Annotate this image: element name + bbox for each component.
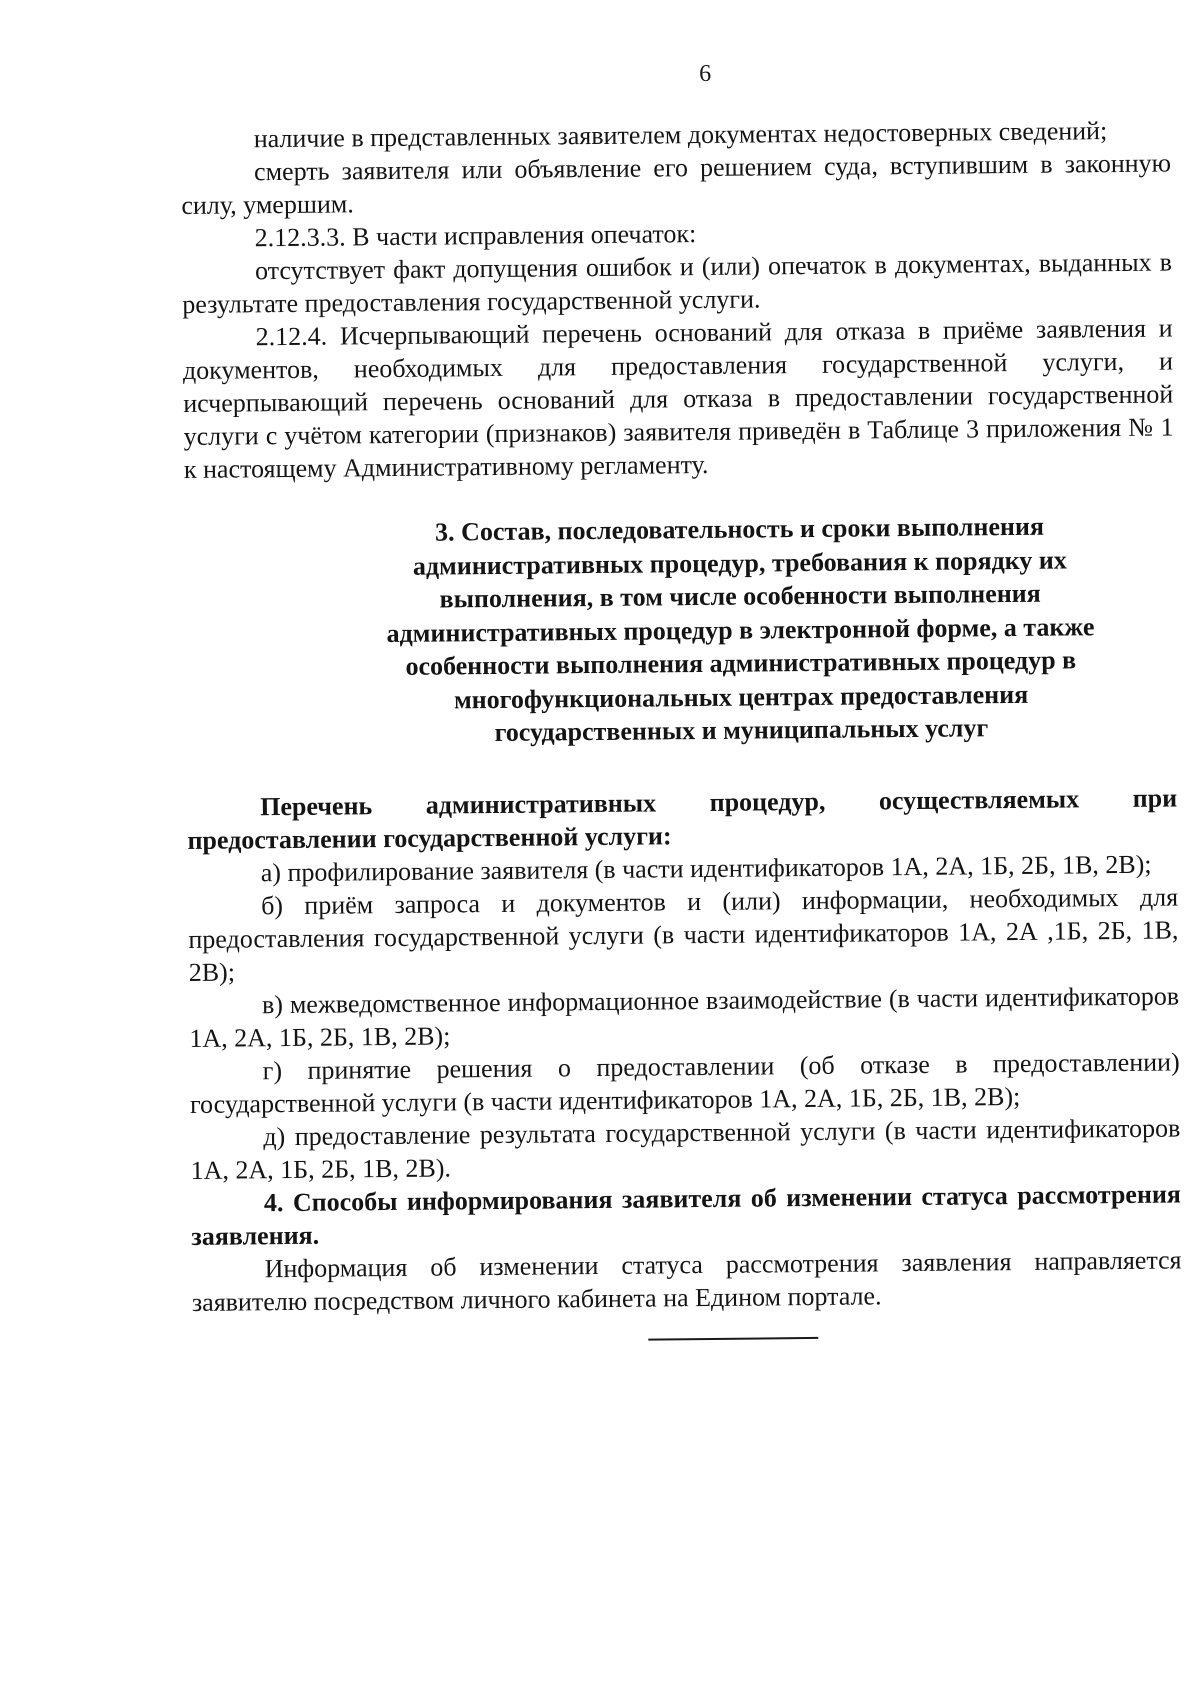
procedure-item-g: г) принятие решения о предоставлении (об отказе в предоставлении) государственной услуги (в части идентификаторов 1А, 2А, 1Б, 2Б, 1В, 2В); [189,1046,1180,1119]
procedure-item-a: а) профилирование заявителя (в части идентификаторов 1А, 2А, 1Б, 2Б, 1В, 2В); [260,849,1152,887]
procedures-list [188,847,1181,1186]
section-4-text: Информация об изменении статуса рассмотрения заявления направляется заявителю посредством личного кабинета на Едином портале. [191,1244,1182,1317]
procedures-list-heading: Перечень административных процедур, осуществляемых при предоставлении государственной услуги: [187,782,1178,855]
paragraph-2-12-3-3: 2.12.3.3. В части исправления опечаток: [254,219,697,253]
paragraph-no-errors: отсутствует факт допущения ошибок и (или) опечаток в документах, выданных в результате предоставления государственной услуги. [182,247,1173,319]
procedure-item-v: в) межведомственное информационное взаимодействие (в части идентификаторов 1А, 2А, 1Б, 2Б, 1В, 2В); [189,980,1180,1053]
paragraph-2-12-4: 2.12.4. Исчерпывающий перечень оснований для отказа в приёме заявления и документов, необходимых для предоставления государственной услуги, и исчерпывающий перечень оснований для отказа в предоставлении государственной услуги с учётом категории (признаков) заявителя приведён в Таблице 3 приложения № 1 к настоящему Административному регламенту. [182,313,1174,484]
section-4-heading: 4. Способы информирования заявителя об изменении статуса рассмотрения заявления. [191,1178,1182,1251]
scanned-text-block [180,50,1182,1344]
procedure-item-d: д) предоставление результата государственной услуги (в части идентификаторов 1А, 2А, 1Б, 2Б, 1В, 2В). [190,1112,1181,1185]
section-3-heading: 3. Состав, последовательность и сроки выполнения административных процедур, требования к порядку их выполнения, в том числе особенности выполнения административных процедур в электронной форме, а также особенности выполнения административных процедур в многофункциональных центрах предоставления государственных и муниципальных услуг [386,511,1095,748]
paragraph-death-of-applicant: смерть заявителя или объявление его решением суда, вступившим в законную силу, умершим. [181,148,1172,220]
procedure-item-b: б) приём запроса и документов и (или) информации, необходимых для предоставления государственной услуги (в части идентификаторов 1А, 2А ,1Б, 2Б, 1В, 2В); [188,881,1179,987]
page-number: 6 [699,60,712,88]
end-divider [648,1336,818,1340]
paragraph-false-information: наличие в представленных заявителем документах недостоверных сведений; [253,116,1108,154]
